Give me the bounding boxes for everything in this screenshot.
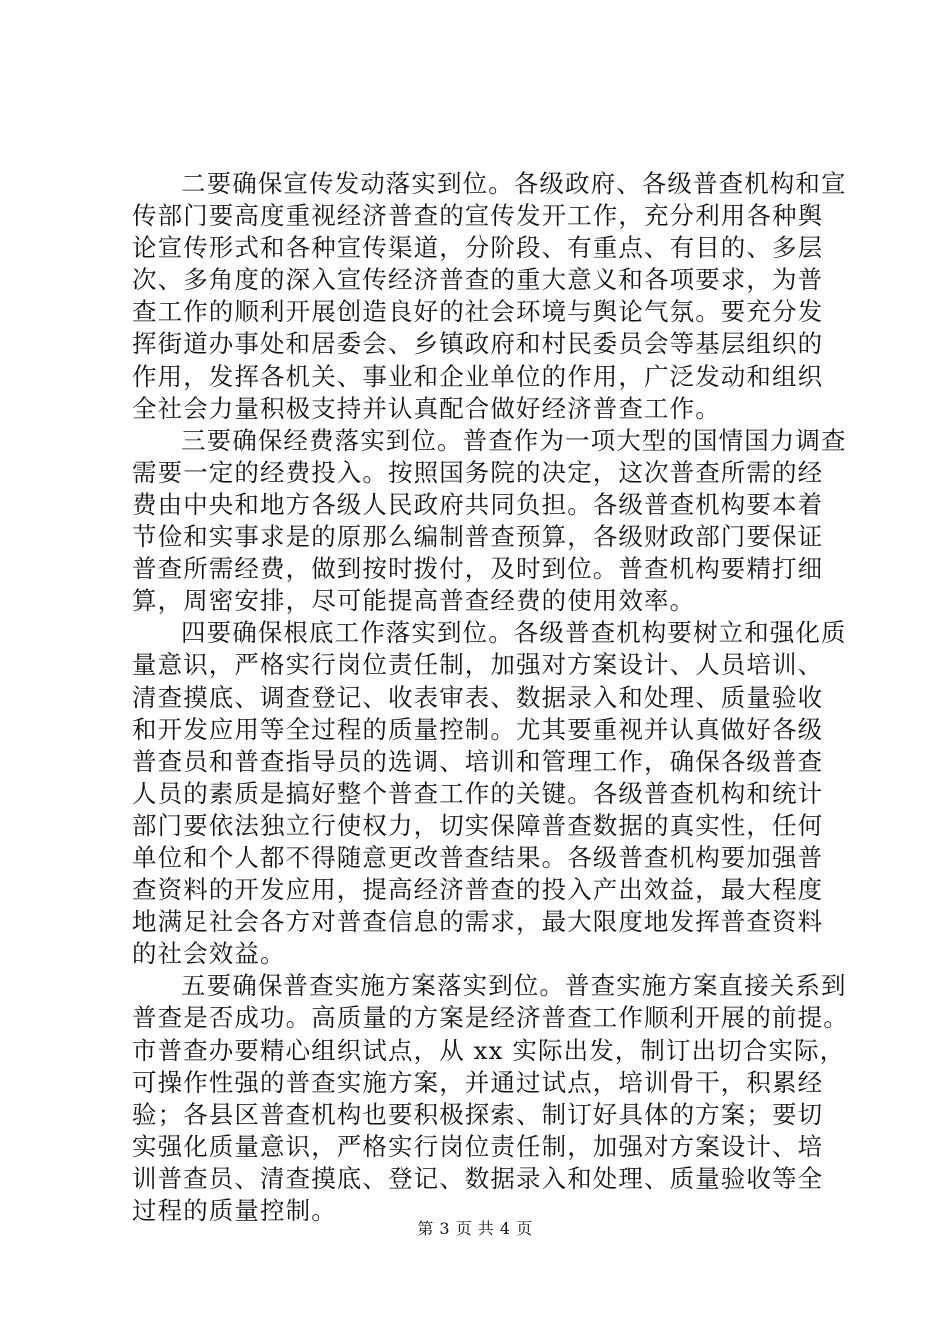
paragraph-4-line-5: 普查员和普查指导员的选调、培训和管理工作，确保各级普查 xyxy=(132,746,824,776)
paragraph-2-line-6: 挥街道办事处和居委会、乡镇政府和村民委员会等基层组织的 xyxy=(132,329,824,359)
paragraph-5-line-4: 可操作性强的普查实施方案，并通过试点，培训骨干，积累经 xyxy=(132,1067,824,1097)
paragraph-2-line-8: 全社会力量积极支持并认真配合做好经济普查工作。 xyxy=(132,393,721,423)
paragraph-4-line-11: 的社会效益。 xyxy=(132,939,286,969)
paragraph-4-line-6: 人员的素质是搞好整个普查工作的关键。各级普查机构和统计 xyxy=(132,778,824,808)
paragraph-2-line-2: 传部门要高度重视经济普查的宣传发开工作，充分利用各种舆 xyxy=(132,201,824,231)
paragraph-5-line-7: 训普查员、清查摸底、登记、数据录入和处理、质量验收等全 xyxy=(132,1163,824,1193)
paragraph-4-line-2: 量意识，严格实行岗位责任制，加强对方案设计、人员培训、 xyxy=(132,650,824,680)
paragraph-4-line-8: 单位和个人都不得随意更改普查结果。各级普查机构要加强普 xyxy=(132,842,824,872)
paragraph-5-line-6: 实强化质量意识，严格实行岗位责任制，加强对方案设计、培 xyxy=(132,1131,824,1161)
paragraph-5-line-5: 验；各县区普查机构也要积极探索、制订好具体的方案；要切 xyxy=(132,1099,824,1129)
paragraph-2-line-5: 查工作的顺利开展创造良好的社会环境与舆论气氛。要充分发 xyxy=(132,297,824,327)
document-body xyxy=(132,168,849,1227)
paragraph-3-line-3: 费由中央和地方各级人民政府共同负担。各级普查机构要本着 xyxy=(132,489,824,519)
paragraph-2-line-7: 作用，发挥各机关、事业和企业单位的作用，广泛发动和组织 xyxy=(132,361,824,391)
paragraph-4-line-7: 部门要依法独立行使权力，切实保障普查数据的真实性，任何 xyxy=(132,810,824,840)
paragraph-3-line-5: 普查所需经费，做到按时拨付，及时到位。普查机构要精打细 xyxy=(132,554,824,584)
paragraph-2-line-1: 二要确保宣传发动落实到位。各级政府、各级普查机构和宣 xyxy=(181,169,847,198)
paragraph-5-line-8: 过程的质量控制。 xyxy=(132,1196,337,1225)
paragraph-5-line-3: 市普查办要精心组织试点，从 xx 实际出发，制订出切合实际， xyxy=(132,1035,846,1065)
paragraph-3-line-4: 节俭和实事求是的原那么编制普查预算，各级财政部门要保证 xyxy=(132,522,824,552)
paragraph-2-line-3: 论宣传形式和各种宣传渠道，分阶段、有重点、有目的、多层 xyxy=(132,233,824,263)
paragraph-3-line-6: 算，周密安排，尽可能提高普查经费的使用效率。 xyxy=(132,586,696,616)
paragraph-4-line-1: 四要确保根底工作落实到位。各级普查机构要树立和强化质 xyxy=(181,618,847,648)
paragraph-4-line-10: 地满足社会各方对普查信息的需求，最大限度地发挥普查资料 xyxy=(132,907,824,937)
paragraph-4-line-9: 查资料的开发应用，提高经济普查的投入产出效益，最大程度 xyxy=(132,875,824,905)
paragraph-4-line-4: 和开发应用等全过程的质量控制。尤其要重视并认真做好各级 xyxy=(132,714,824,744)
paragraph-5-line-2: 普查是否成功。高质量的方案是经济普查工作顺利开展的前提。 xyxy=(132,1003,849,1033)
page-footer: 第 3 页 共 4 页 xyxy=(417,1219,533,1238)
paragraph-5-line-1: 五要确保普查实施方案落实到位。普查实施方案直接关系到 xyxy=(181,971,847,1001)
paragraph-3-line-2: 需要一定的经费投入。按照国务院的决定，这次普查所需的经 xyxy=(132,457,824,487)
paragraph-3-line-1: 三要确保经费落实到位。普查作为一项大型的国情国力调查 xyxy=(181,425,847,455)
paragraph-2-line-4: 次、多角度的深入宣传经济普查的重大意义和各项要求，为普 xyxy=(132,265,824,295)
paragraph-4-line-3: 清查摸底、调查登记、收表审表、数据录入和处理、质量验收 xyxy=(132,682,824,712)
